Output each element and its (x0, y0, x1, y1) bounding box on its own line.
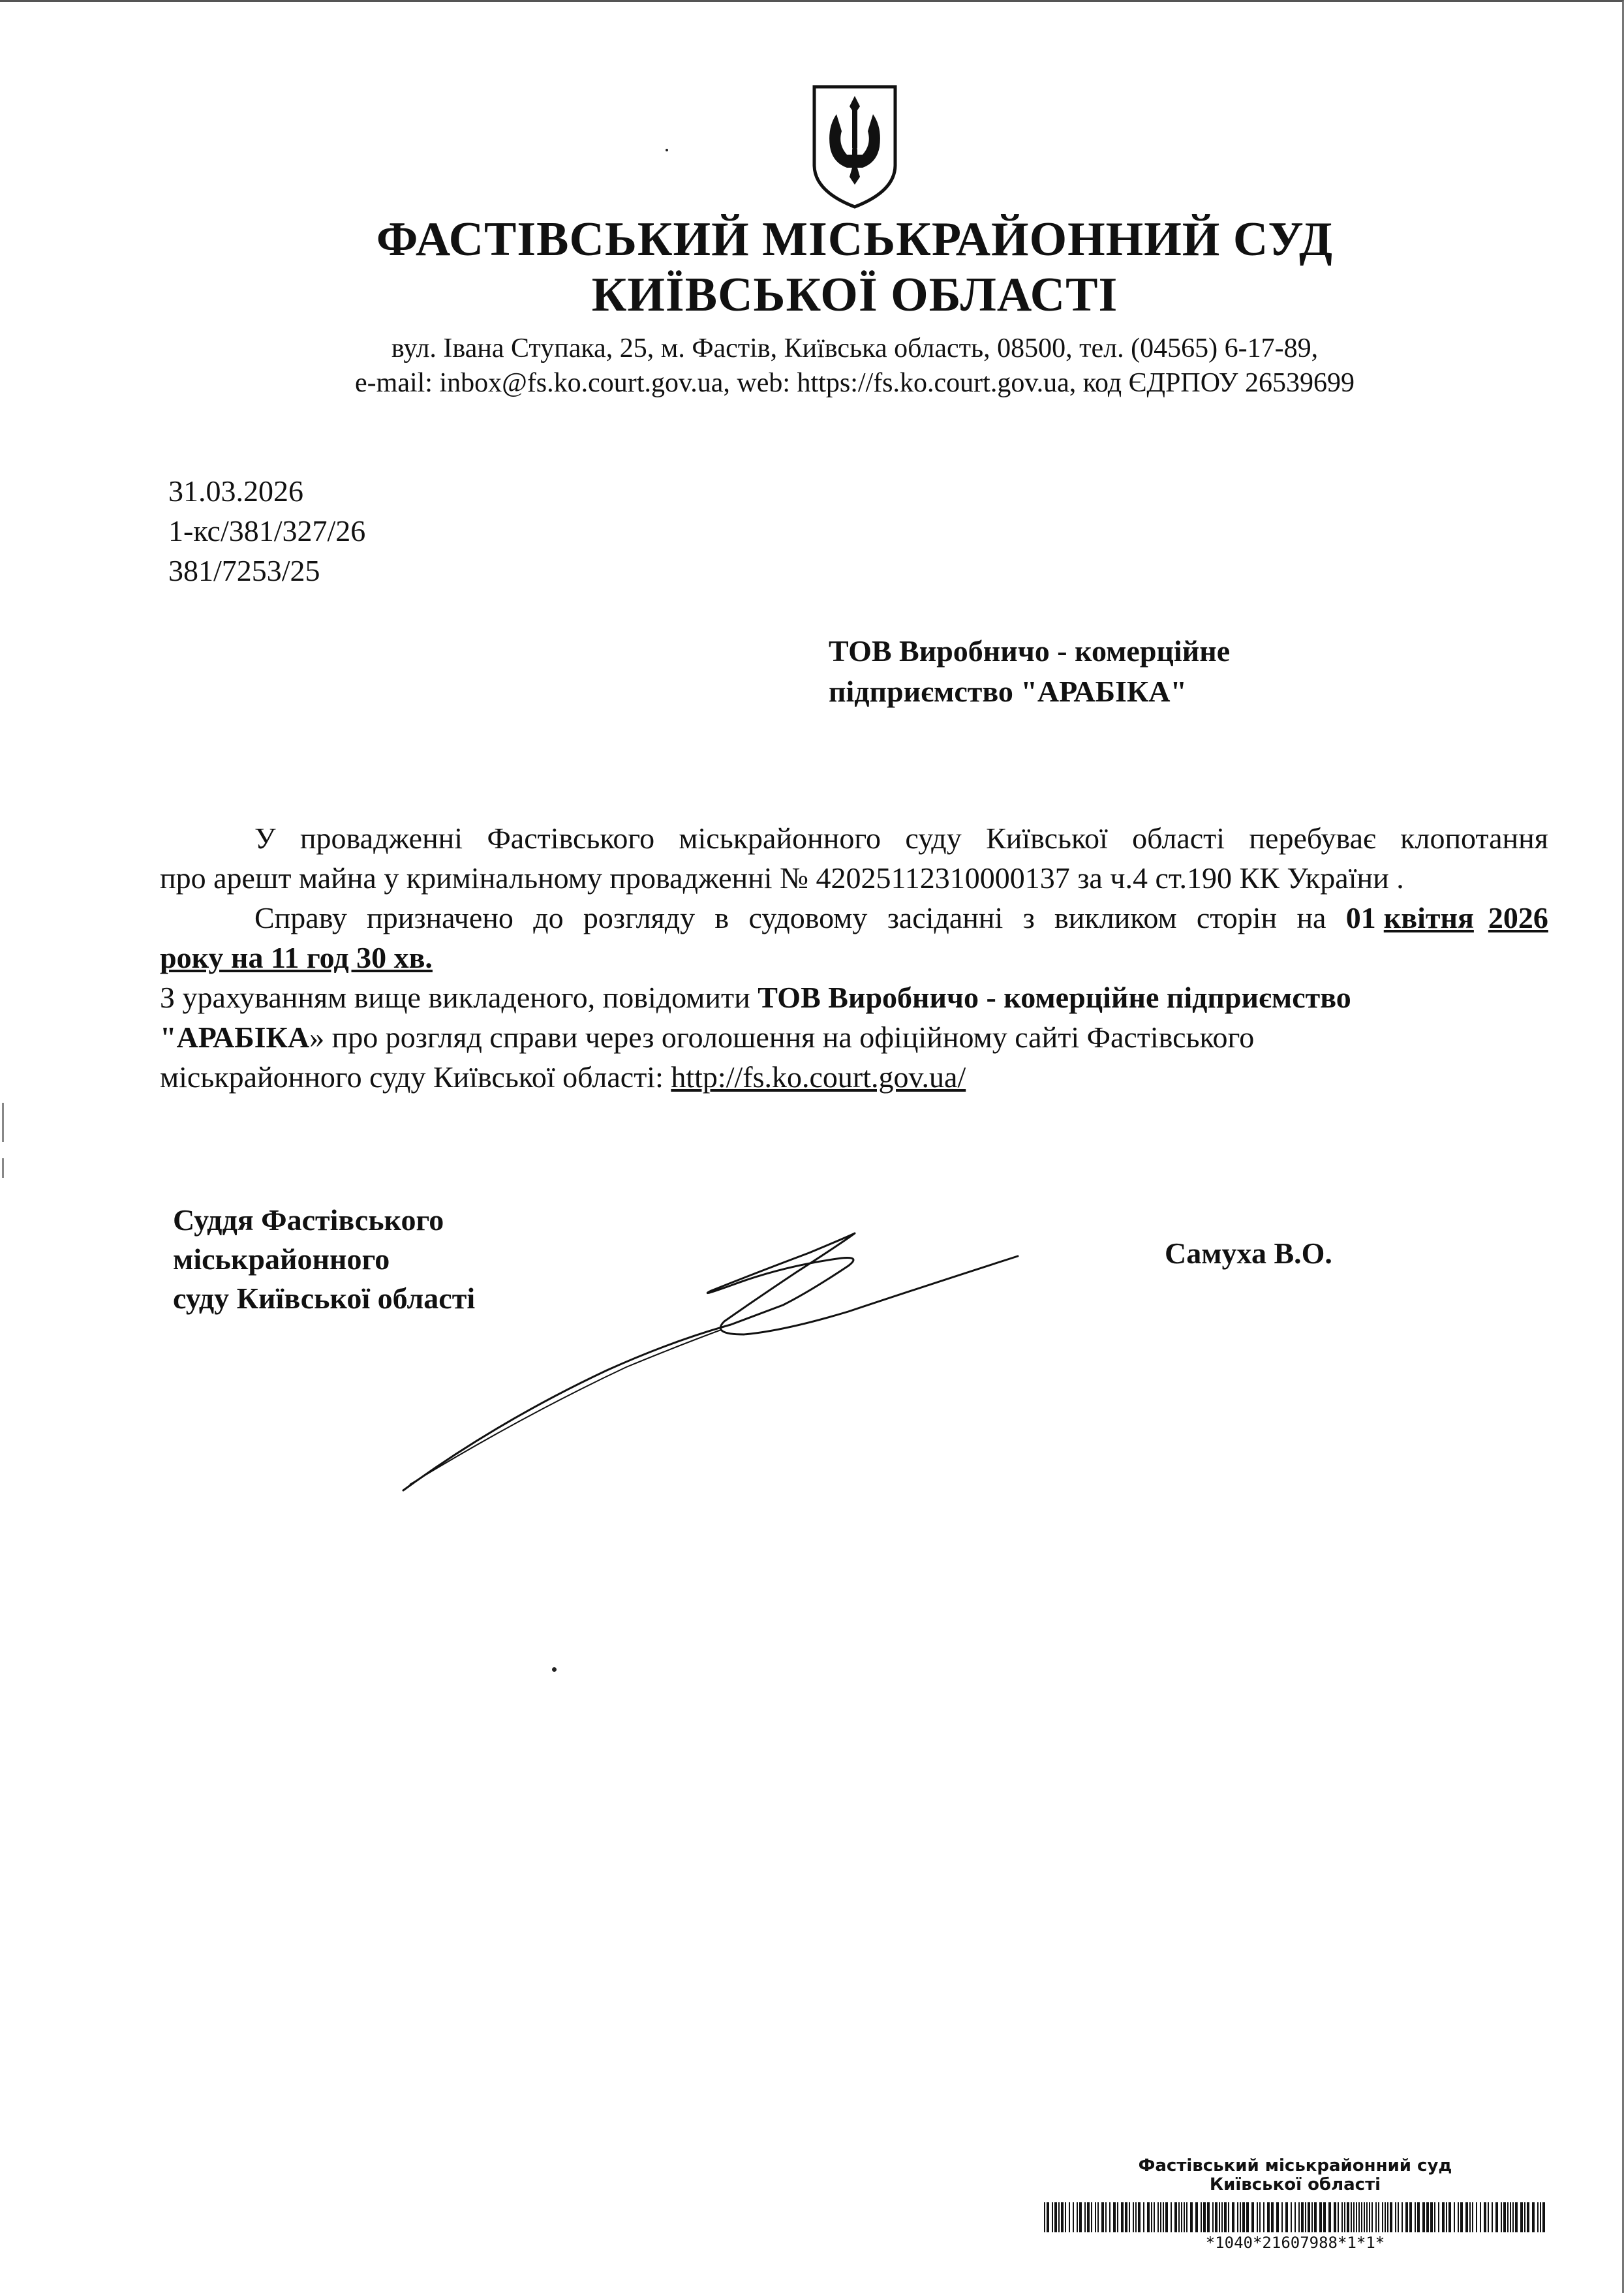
court-website-link[interactable]: http://fs.ko.court.gov.ua/ (671, 1060, 966, 1094)
scan-margin-mark (2, 1158, 4, 1178)
court-contacts: e-mail: inbox@fs.ko.court.gov.ua, web: https://fs.ko.court.gov.ua, код ЄДРПОУ 26539699 (355, 368, 1355, 398)
trident-coat-of-arms-icon (809, 82, 900, 212)
case-number: 1-кс/381/327/26 (168, 514, 366, 547)
judge-name: Самуха В.О. (1165, 1237, 1332, 1270)
barcode-icon (1044, 2202, 1546, 2232)
handwritten-signature-icon (391, 1207, 1077, 1501)
recipient-line2: підприємство "АРАБІКА" (829, 675, 1187, 708)
letter-body (160, 818, 1548, 1097)
court-stamp: Фастівський міськрайонний суд Київської області (1138, 2156, 1452, 2194)
court-address: вул. Івана Ступака, 25, м. Фастів, Київська область, 08500, тел. (04565) 6-17-89, (391, 333, 1319, 363)
court-name-line2: КИЇВСЬКОЇ ОБЛАСТІ (591, 268, 1118, 322)
paragraph3-line3: міськрайонного суду Київської області: http://fs.ko.court.gov.ua/ (160, 1060, 966, 1094)
paragraph3-line2: "АРАБІКА» про розгляд справи через оголошення на офіційному сайті Фастівського (160, 1021, 1255, 1054)
paragraph1-line2: про арешт майна у кримінальному провадженні № 42025112310000137 за ч.4 ст.190 КК України . (160, 861, 1404, 895)
proceeding-number: 381/7253/25 (168, 554, 320, 587)
recipient-line1: ТОВ Виробничо - комерційне (829, 634, 1231, 668)
court-name-line1: ФАСТІВСЬКИЙ МІСЬКРАЙОННИЙ СУД (376, 213, 1334, 266)
stray-dot (552, 1667, 557, 1672)
paragraph3-line1: З урахуванням вище викладеного, повідомити ТОВ Виробничо - комерційне підприємство (160, 981, 1351, 1014)
hearing-date: 01 квітня 2026 (1345, 901, 1548, 934)
letter-date: 31.03.2026 (168, 474, 303, 508)
hearing-time: року на 11 год 30 хв. (160, 941, 433, 974)
stray-dot (666, 149, 668, 151)
barcode-number: *1040*21607988*1*1* (1205, 2234, 1385, 2252)
judge-position: Суддя Фастівського міськрайонного суду Київської області (173, 1203, 476, 1315)
scan-margin-mark (2, 1103, 4, 1142)
paragraph1-line1: У провадженні Фастівського міськрайонного суду Київської області перебуває клопотання (254, 822, 1548, 855)
paragraph2-line1: Справу призначено до розгляду в судовому засіданні з викликом сторін на 01 квітня 2026 (160, 898, 1548, 938)
